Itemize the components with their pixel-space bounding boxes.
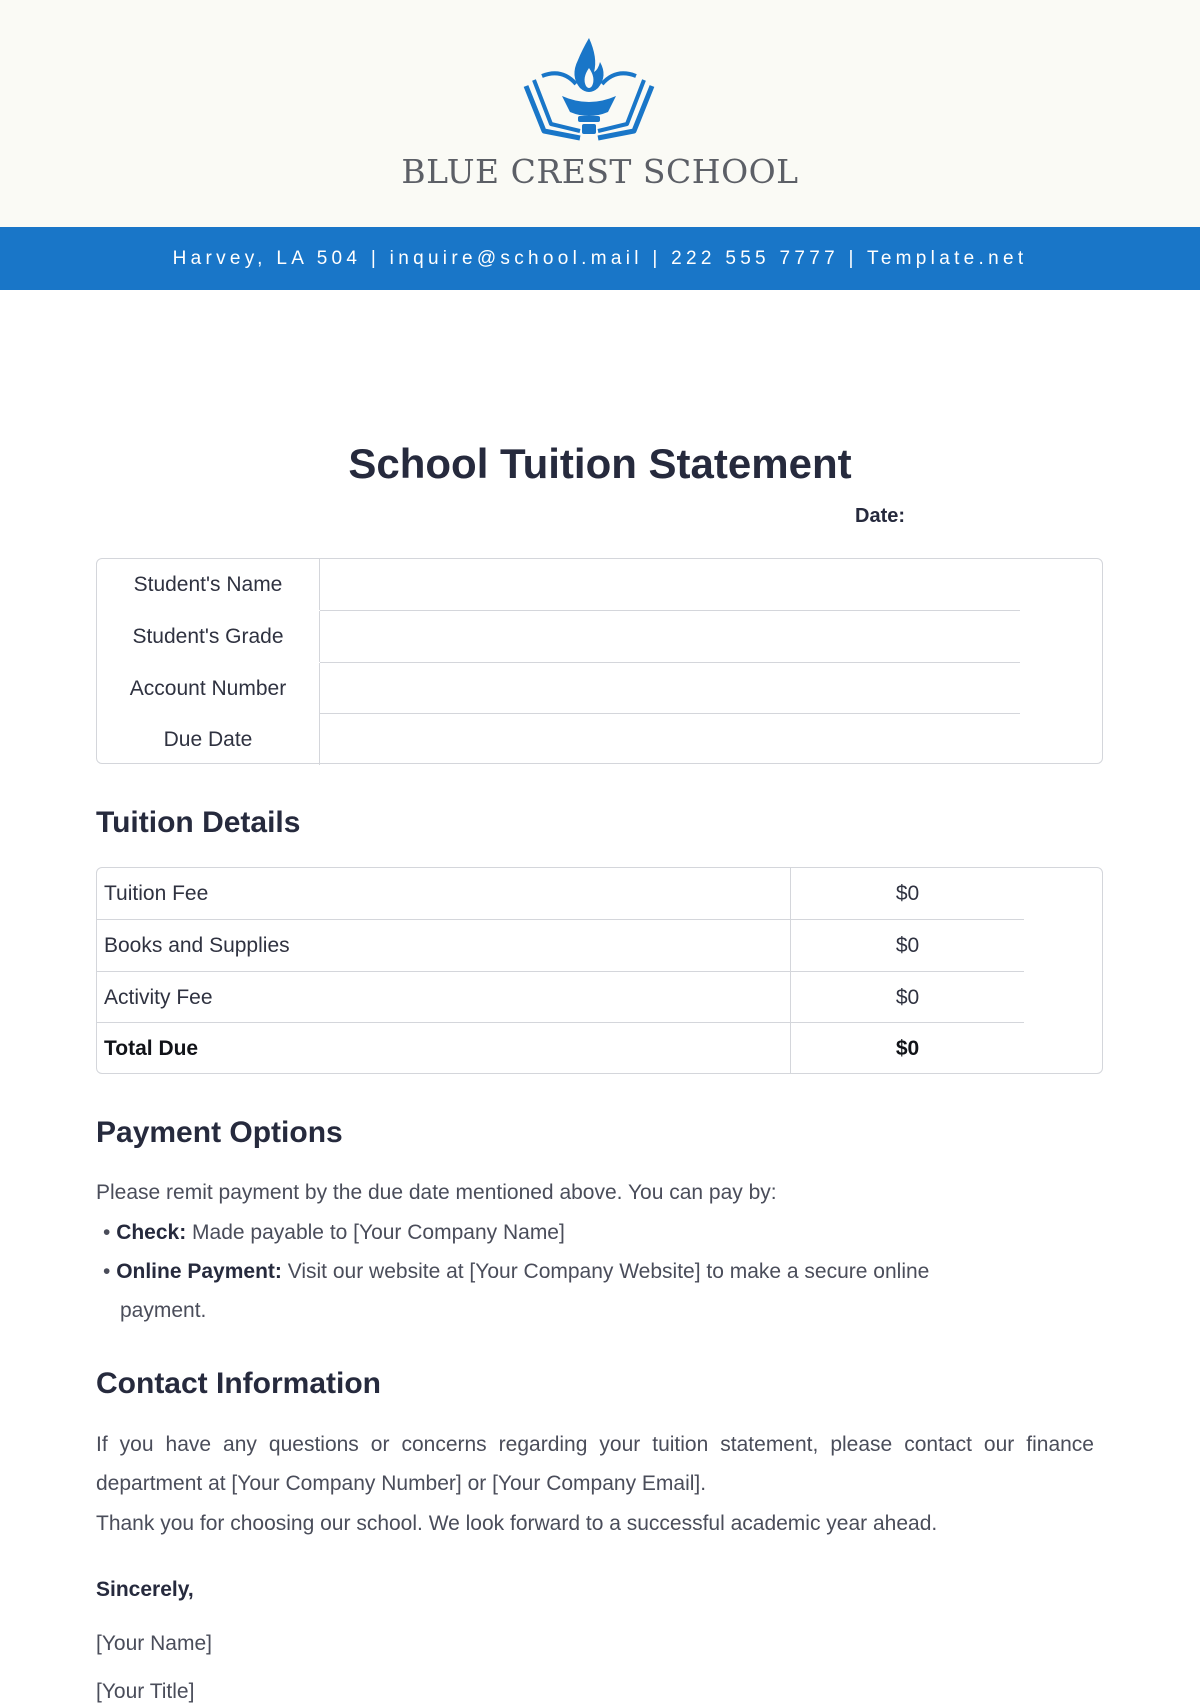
payment-intro: Please remit payment by the due date mentioned above. You can pay by: [96, 1181, 777, 1204]
payment-option-online: • Online Payment: Visit our website at [Your Company Website] to make a secure online payment. [103, 1252, 1103, 1330]
fee-amount: $0 [895, 882, 920, 905]
table-row [97, 611, 1102, 662]
page-title: School Tuition Statement [348, 440, 852, 487]
closing: Sincerely, [96, 1578, 194, 1601]
total-due-amount: $0 [895, 1037, 920, 1060]
school-name: BLUE CREST SCHOOL [401, 152, 799, 191]
student-grade-label: Student's Grade [97, 611, 320, 662]
fee-amount: $0 [895, 986, 920, 1009]
signer-title: [Your Title] [96, 1680, 195, 1703]
total-due-label: Total Due [104, 1037, 199, 1060]
account-number-label: Account Number [97, 663, 320, 714]
fee-label: Activity Fee [104, 986, 213, 1009]
total-row [97, 1023, 1102, 1074]
date-label: Date: [855, 505, 906, 527]
student-grade-field[interactable] [320, 611, 1020, 662]
option-label: Check: [116, 1221, 187, 1244]
table-row [97, 972, 1102, 1023]
table-row [97, 868, 1102, 919]
contact-information-heading: Contact Information [96, 1367, 381, 1400]
payment-options-heading: Payment Options [96, 1116, 343, 1149]
school-crest-logo [518, 36, 660, 148]
account-number-field[interactable] [320, 663, 1020, 714]
option-text: Visit our website at [Your Company Website] to make a secure online [281, 1260, 930, 1283]
signer-name: [Your Name] [96, 1632, 212, 1655]
due-date-label: Due Date [97, 714, 320, 765]
option-label: Online Payment: [116, 1260, 282, 1283]
fee-label: Books and Supplies [104, 934, 290, 957]
thank-you-text: Thank you for choosing our school. We look forward to a successful academic year ahead. [96, 1512, 938, 1535]
table-row [97, 920, 1102, 971]
option-text: Made payable to [Your Company Name] [186, 1221, 565, 1244]
payment-option-check: • Check: Made payable to [Your Company Name] [103, 1221, 565, 1244]
student-name-field[interactable] [320, 559, 1020, 610]
fee-label: Tuition Fee [104, 882, 209, 905]
due-date-field[interactable] [320, 714, 1020, 765]
tuition-fee-table [96, 867, 1103, 1074]
contact-paragraph: If you have any questions or concerns regarding your tuition statement, please contact our finance department at [Your Company Number] or [Your Company Email]. [96, 1433, 1094, 1495]
student-info-table [96, 558, 1103, 764]
letterhead [0, 0, 1200, 227]
option-text-continued: payment. [120, 1299, 207, 1322]
table-row [97, 559, 1102, 610]
fee-amount: $0 [895, 934, 920, 957]
tuition-details-heading: Tuition Details [96, 806, 301, 839]
table-row [97, 714, 1102, 765]
student-name-label: Student's Name [97, 559, 320, 610]
contact-band: Harvey, LA 504 | inquire@school.mail | 222 555 7777 | Template.net [0, 227, 1200, 290]
table-row [97, 663, 1102, 714]
